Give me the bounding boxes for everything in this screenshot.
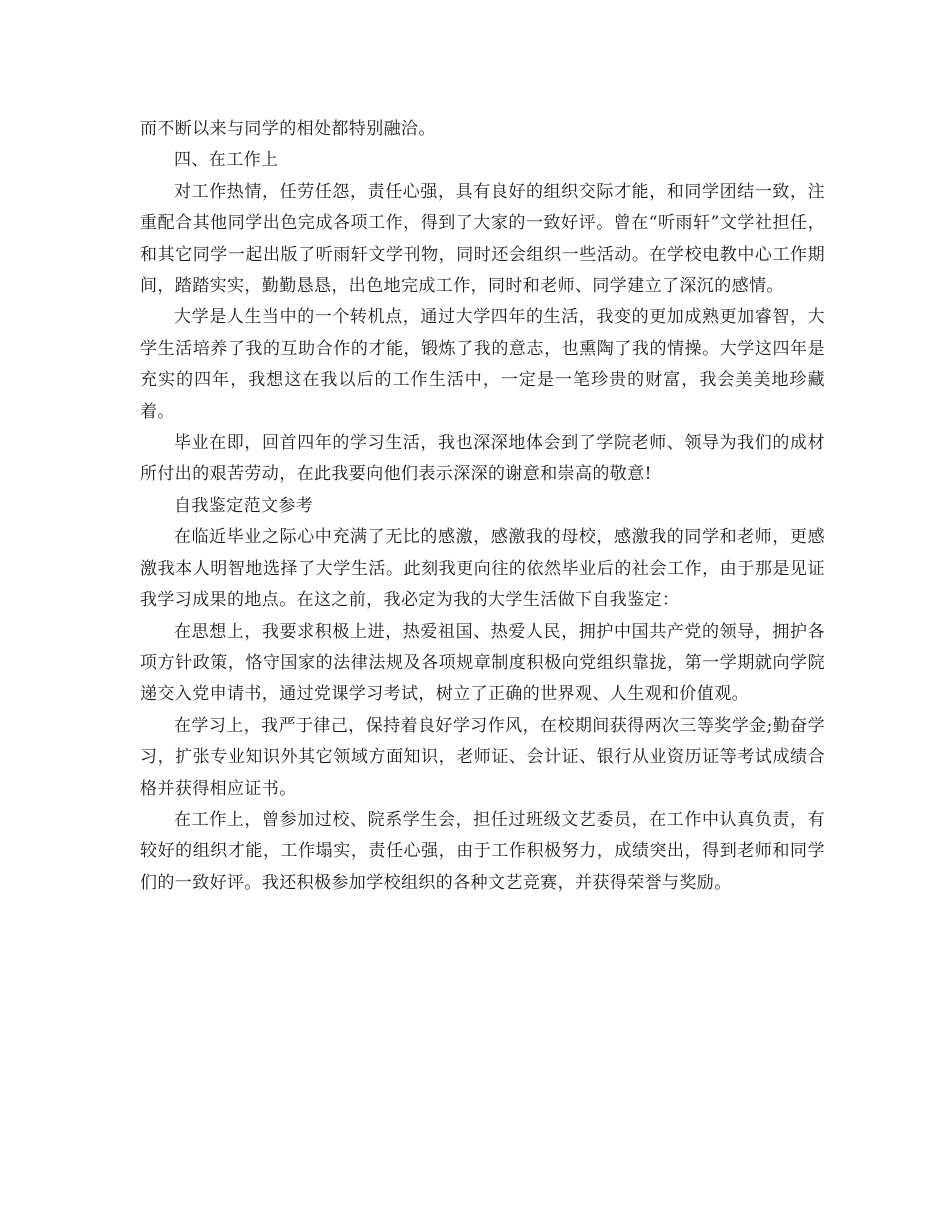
paragraph-thought: 在思想上，我要求积极上进，热爱祖国、热爱人民，拥护中国共产党的领导，拥护各项方针政策，恪守国家的法律法规及各项规章制度积极向党组织靠拢，第一学期就向学院递交入党申请书，通过党课学习考试，树立了正确的世界观、人生观和价值观。 bbox=[140, 621, 825, 705]
paragraph-continuation: 而不断以来与同学的相处都特别融洽。 bbox=[140, 119, 436, 139]
paragraph-study: 在学习上，我严于律己，保持着良好学习作风，在校期间获得两次三等奖学金;勤奋学习，扩张专业知识外其它领域方面知识，老师证、会计证、银行从业资历证等考试成绩合格并获得相应证书。 bbox=[140, 715, 825, 799]
section-heading-sample: 自我鉴定范文参考 bbox=[174, 495, 314, 516]
paragraph-gratitude: 在临近毕业之际心中充满了无比的感激，感激我的母校，感激我的同学和老师，更感激我本人明智地选择了大学生活。此刻我更向往的依然毕业后的社会工作，由于那是见证我学习成果的地点。在这之前，我必定为我的大学生活做下自我鉴定： bbox=[140, 527, 825, 611]
paragraph-work: 对工作热情，任劳任怨，责任心强，具有良好的组织交际才能，和同学团结一致，注重配合其他同学出色完成各项工作，得到了大家的一致好评。曾在“听雨轩”文学社担任，和其它同学一起出版了听雨轩文学刊物，同时还会组织一些活动。在学校电教中心工作期间，踏踏实实，勤勤恳恳，出色地完成工作，同时和老师、同学建立了深沉的感情。 bbox=[140, 181, 825, 297]
document-body bbox=[140, 114, 825, 899]
paragraph-graduation: 毕业在即，回首四年的学习生活，我也深深地体会到了学院老师、领导为我们的成材所付出的艰苦劳动，在此我要向他们表示深深的谢意和崇高的敬意! bbox=[140, 433, 825, 485]
section-heading-work: 四、在工作上 bbox=[174, 150, 279, 171]
paragraph-university: 大学是人生当中的一个转机点，通过大学四年的生活，我变的更加成熟更加睿智，大学生活培养了我的互助合作的才能，锻炼了我的意志，也熏陶了我的情操。大学这四年是充实的四年，我想这在我以后的工作生活中，一定是一笔珍贵的财富，我会美美地珍藏着。 bbox=[140, 307, 825, 422]
paragraph-work-experience: 在工作上，曾参加过校、院系学生会，担任过班级文艺委员，在工作中认真负责，有较好的组织才能，工作塌实，责任心强，由于工作积极努力，成绩突出，得到老师和同学们的一致好评。我还积极参加学校组织的各种文艺竞赛，并获得荣誉与奖励。 bbox=[140, 809, 825, 893]
